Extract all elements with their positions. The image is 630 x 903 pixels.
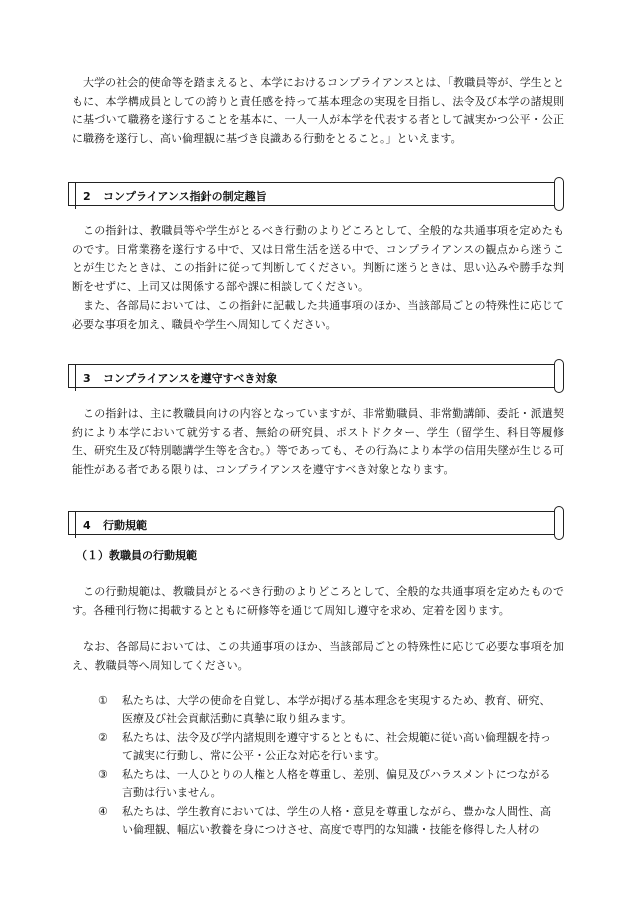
item-marker: ① xyxy=(98,694,108,707)
item-marker: ③ xyxy=(98,768,108,781)
list-item xyxy=(98,692,560,729)
section-3-heading xyxy=(68,364,558,388)
scroll-ornament-icon xyxy=(554,177,564,211)
section-2-paragraph-2: また、各部局においては、この指針に記載した共通事項のほか、当該部局ごとの特殊性に応じて必要な事項を加え、職員や学生へ周知してください。 xyxy=(72,299,564,331)
item-text: 私たちは、一人ひとりの人権と人格を尊重し、差別、偏見及びハラスメントにつながる言動は行いません。 xyxy=(122,768,551,800)
section-title: コンプライアンス指針の制定趣旨 xyxy=(103,190,267,203)
list-item xyxy=(98,766,560,803)
section-number: 3 xyxy=(83,372,91,385)
section-4-paragraph-2: なお、各部局においては、この共通事項のほか、当該部局ごとの特殊性に応じて必要な事項を加え、教職員等へ周知してください。 xyxy=(72,640,564,672)
section-2-paragraph-1: この指針は、教職員等や学生がとるべき行動のよりどころとして、全般的な共通事項を定めたものです。日常業務を遂行する中で、又は日常生活を送る中で、コンプライアンスの観点から迷うことが生じたときは、この指針に従って判断してください。判断に迷うときは、思い込みや勝手な判断をせずに、上司又は関係する部や課に相談してください。 xyxy=(72,224,564,293)
item-text: 私たちは、法令及び学内諸規則を遵守するとともに、社会規範に従い高い倫理観を持って誠実に行動し、常に公平・公正な対応を行います。 xyxy=(122,731,551,763)
item-text: 私たちは、大学の使命を自覚し、本学が掲げる基本理念を実現するため、教育、研究、医療及び社会貢献活動に真摯に取り組みます。 xyxy=(122,694,551,726)
section-4-heading xyxy=(68,511,558,535)
list-item xyxy=(98,729,560,766)
item-marker: ④ xyxy=(98,805,108,818)
scroll-ornament-icon xyxy=(554,359,564,393)
section-2-heading xyxy=(68,182,558,206)
section-title: コンプライアンスを遵守すべき対象 xyxy=(103,372,278,385)
section-number: 4 xyxy=(83,519,91,532)
list-item xyxy=(98,803,560,840)
item-marker: ② xyxy=(98,731,108,744)
intro-paragraph: 大学の社会的使命等を踏まえると、本学におけるコンプライアンスとは、「教職員等が、学生とともに、本学構成員としての誇りと責任感を持って基本理念の実現を目指し、法令及び本学の諸規則に基づいて職務を遂行することを基本に、一人一人が本学を代表する者として誠実かつ公平・公正に職務を遂行し、高い倫理観に基づき良識ある行動をとること。」といえます。 xyxy=(72,76,564,145)
section-3-paragraph: この指針は、主に教職員向けの内容となっていますが、非常勤職員、非常勤講師、委託・派遣契約により本学において就労する者、無給の研究員、ポストドクター、学生（留学生、科目等履修生、研究生及び特別聴講学生等を含む。）等であっても、その行為により本学の信用失墜が生じる可能性がある者である限りは、コンプライアンスを遵守すべき対象となります。 xyxy=(72,407,564,476)
section-title: 行動規範 xyxy=(103,519,147,532)
section-number: 2 xyxy=(83,190,91,203)
scroll-ornament-icon xyxy=(554,506,564,540)
subheading-faculty-code: （１）教職員の行動規範 xyxy=(76,549,197,562)
item-text: 私たちは、学生教育においては、学生の人格・意見を尊重しながら、豊かな人間性、高い倫理観、幅広い教養を身につけさせ、高度で専門的な知識・技能を修得した人材の xyxy=(122,805,551,837)
section-4-paragraph-1: この行動規範は、教職員がとるべき行動のよりどころとして、全般的な共通事項を定めたものです。各種刊行物に掲載するとともに研修等を通じて周知し遵守を求め、定着を図ります。 xyxy=(72,585,564,617)
